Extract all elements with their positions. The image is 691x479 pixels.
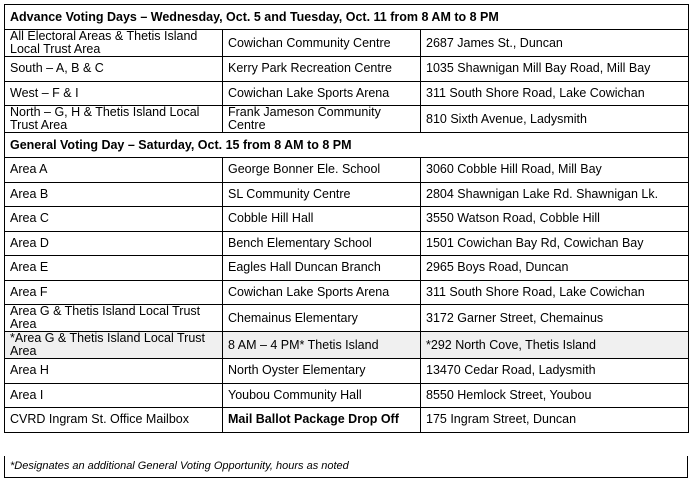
table-row [5,359,689,384]
table-row [5,256,689,281]
address-cell: 3172 Garner Street, Chemainus [421,305,689,332]
address-cell: 2687 James St., Duncan [421,30,689,57]
location-cell: Youbou Community Hall [223,383,421,408]
address-cell: 3550 Watson Road, Cobble Hill [421,207,689,232]
address-cell: 3060 Cobble Hill Road, Mill Bay [421,158,689,183]
general-header-row [5,133,689,158]
area-cell: Area A [5,158,223,183]
location-cell: SL Community Centre [223,182,421,207]
area-cell: Area F [5,280,223,305]
address-cell: 311 South Shore Road, Lake Cowichan [421,81,689,106]
address-cell: 2804 Shawnigan Lake Rd. Shawnigan Lk. [421,182,689,207]
area-cell: West – F & I [5,81,223,106]
area-cell: South – A, B & C [5,57,223,82]
location-cell: George Bonner Ele. School [223,158,421,183]
area-cell: North – G, H & Thetis Island Local Trust Area [5,106,223,133]
location-cell: Cobble Hill Hall [223,207,421,232]
location-cell: 8 AM – 4 PM* Thetis Island [223,332,421,359]
table-row [5,207,689,232]
footnote: *Designates an additional General Voting Opportunity, hours as noted [4,456,688,478]
area-cell: Area H [5,359,223,384]
table-row [5,408,689,433]
voting-locations-table [4,4,689,433]
address-cell: 311 South Shore Road, Lake Cowichan [421,280,689,305]
location-cell: Mail Ballot Package Drop Off [223,408,421,433]
location-cell: Cowichan Lake Sports Arena [223,81,421,106]
area-cell: CVRD Ingram St. Office Mailbox [5,408,223,433]
address-cell: 1501 Cowichan Bay Rd, Cowichan Bay [421,231,689,256]
location-cell: North Oyster Elementary [223,359,421,384]
advance-header-row [5,5,689,30]
location-cell: Frank Jameson Community Centre [223,106,421,133]
location-cell: Chemainus Elementary [223,305,421,332]
area-cell: Area D [5,231,223,256]
location-cell: Cowichan Lake Sports Arena [223,280,421,305]
address-cell: 2965 Boys Road, Duncan [421,256,689,281]
table-row [5,280,689,305]
location-cell: Cowichan Community Centre [223,30,421,57]
table-row [5,106,689,133]
table-row [5,30,689,57]
general-voting-title: General Voting Day – Saturday, Oct. 15 from 8 AM to 8 PM [5,133,689,158]
location-cell: Kerry Park Recreation Centre [223,57,421,82]
address-cell: 175 Ingram Street, Duncan [421,408,689,433]
area-cell: *Area G & Thetis Island Local Trust Area [5,332,223,359]
table-row [5,158,689,183]
area-cell: All Electoral Areas & Thetis Island Local Trust Area [5,30,223,57]
advance-voting-title: Advance Voting Days – Wednesday, Oct. 5 and Tuesday, Oct. 11 from 8 AM to 8 PM [5,5,689,30]
table-row [5,305,689,332]
table-row [5,383,689,408]
address-cell: 810 Sixth Avenue, Ladysmith [421,106,689,133]
area-cell: Area I [5,383,223,408]
area-cell: Area G & Thetis Island Local Trust Area [5,305,223,332]
table-row [5,231,689,256]
table-row [5,182,689,207]
location-cell: Eagles Hall Duncan Branch [223,256,421,281]
address-cell: 13470 Cedar Road, Ladysmith [421,359,689,384]
address-cell: 8550 Hemlock Street, Youbou [421,383,689,408]
address-cell: *292 North Cove, Thetis Island [421,332,689,359]
address-cell: 1035 Shawnigan Mill Bay Road, Mill Bay [421,57,689,82]
table-row [5,81,689,106]
location-cell: Bench Elementary School [223,231,421,256]
area-cell: Area E [5,256,223,281]
area-cell: Area B [5,182,223,207]
area-cell: Area C [5,207,223,232]
table-row [5,57,689,82]
table-row-additional-opportunity [5,332,689,359]
